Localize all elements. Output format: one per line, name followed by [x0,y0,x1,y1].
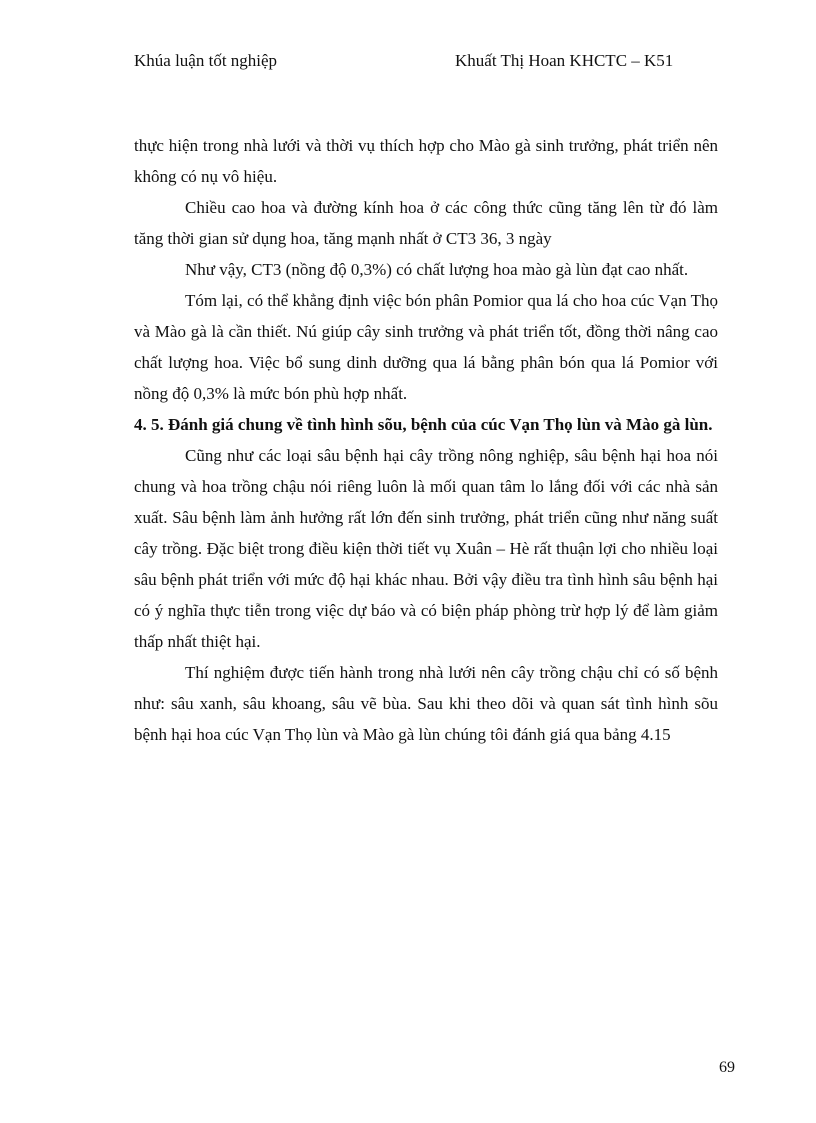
paragraph-conclusion: Tóm lại, có thể khẳng định việc bón phân Pomior qua lá cho hoa cúc Vạn Thọ và Mào gà là cần thiết. Nú giúp cây sinh trưởng và phát triển tốt, đồng thời nâng cao chất lượng hoa. Việc bổ sung dinh dưỡng qua lá bằng phân bón qua lá Pomior với nồng độ 0,3% là mức bón phù hợp nhất. [134,291,718,403]
document-body [134,130,718,750]
header-author-label: Khuất Thị Hoan KHCTC – K51 [455,51,674,70]
page-number: 69 [719,1059,735,1076]
section-heading: 4. 5. Đánh giá chung về tình hình sõu, bệnh của cúc Vạn Thọ lùn và Mào gà lùn. [134,415,713,434]
paragraph-continuation: thực hiện trong nhà lưới và thời vụ thích hợp cho Mào gà sinh trưởng, phát triển nên không có nụ vô hiệu. [134,136,718,186]
paragraph-ct3-quality: Như vậy, CT3 (nồng độ 0,3%) có chất lượng hoa mào gà lùn đạt cao nhất. [185,260,689,279]
paragraph-experiment: Thí nghiệm được tiến hành trong nhà lưới nên cây trồng chậu chỉ có số bệnh như: sâu xanh, sâu khoang, sâu vẽ bùa. Sau khi theo dõi và quan sát tình hình sõu bệnh hại hoa cúc Vạn Thọ lùn và Mào gà lùn chúng tôi đánh giá qua bảng 4.15 [134,663,718,744]
paragraph-flower-size: Chiều cao hoa và đường kính hoa ở các công thức cũng tăng lên từ đó làm tăng thời gian sử dụng hoa, tăng mạnh nhất ở CT3 36, 3 ngày [134,198,718,248]
header-thesis-label: Khúa luận tốt nghiệp [134,51,278,70]
paragraph-pests-overview: Cũng như các loại sâu bệnh hại cây trồng nông nghiệp, sâu bệnh hại hoa nói chung và hoa trồng chậu nói riêng luôn là mối quan tâm lo lắng đối với các nhà sản xuất. Sâu bệnh làm ảnh hưởng rất lớn đến sinh trưởng, phát triển cũng như năng suất cây trồng. Đặc biệt trong điều kiện thời tiết vụ Xuân – Hè rất thuận lợi cho nhiều loại sâu bệnh phát triển với mức độ hại khác nhau. Bởi vậy điều tra tình hình sâu bệnh hại có ý nghĩa thực tiễn trong việc dự báo và có biện pháp phòng trừ hợp lý để làm giảm thấp nhất thiệt hại. [134,446,718,651]
